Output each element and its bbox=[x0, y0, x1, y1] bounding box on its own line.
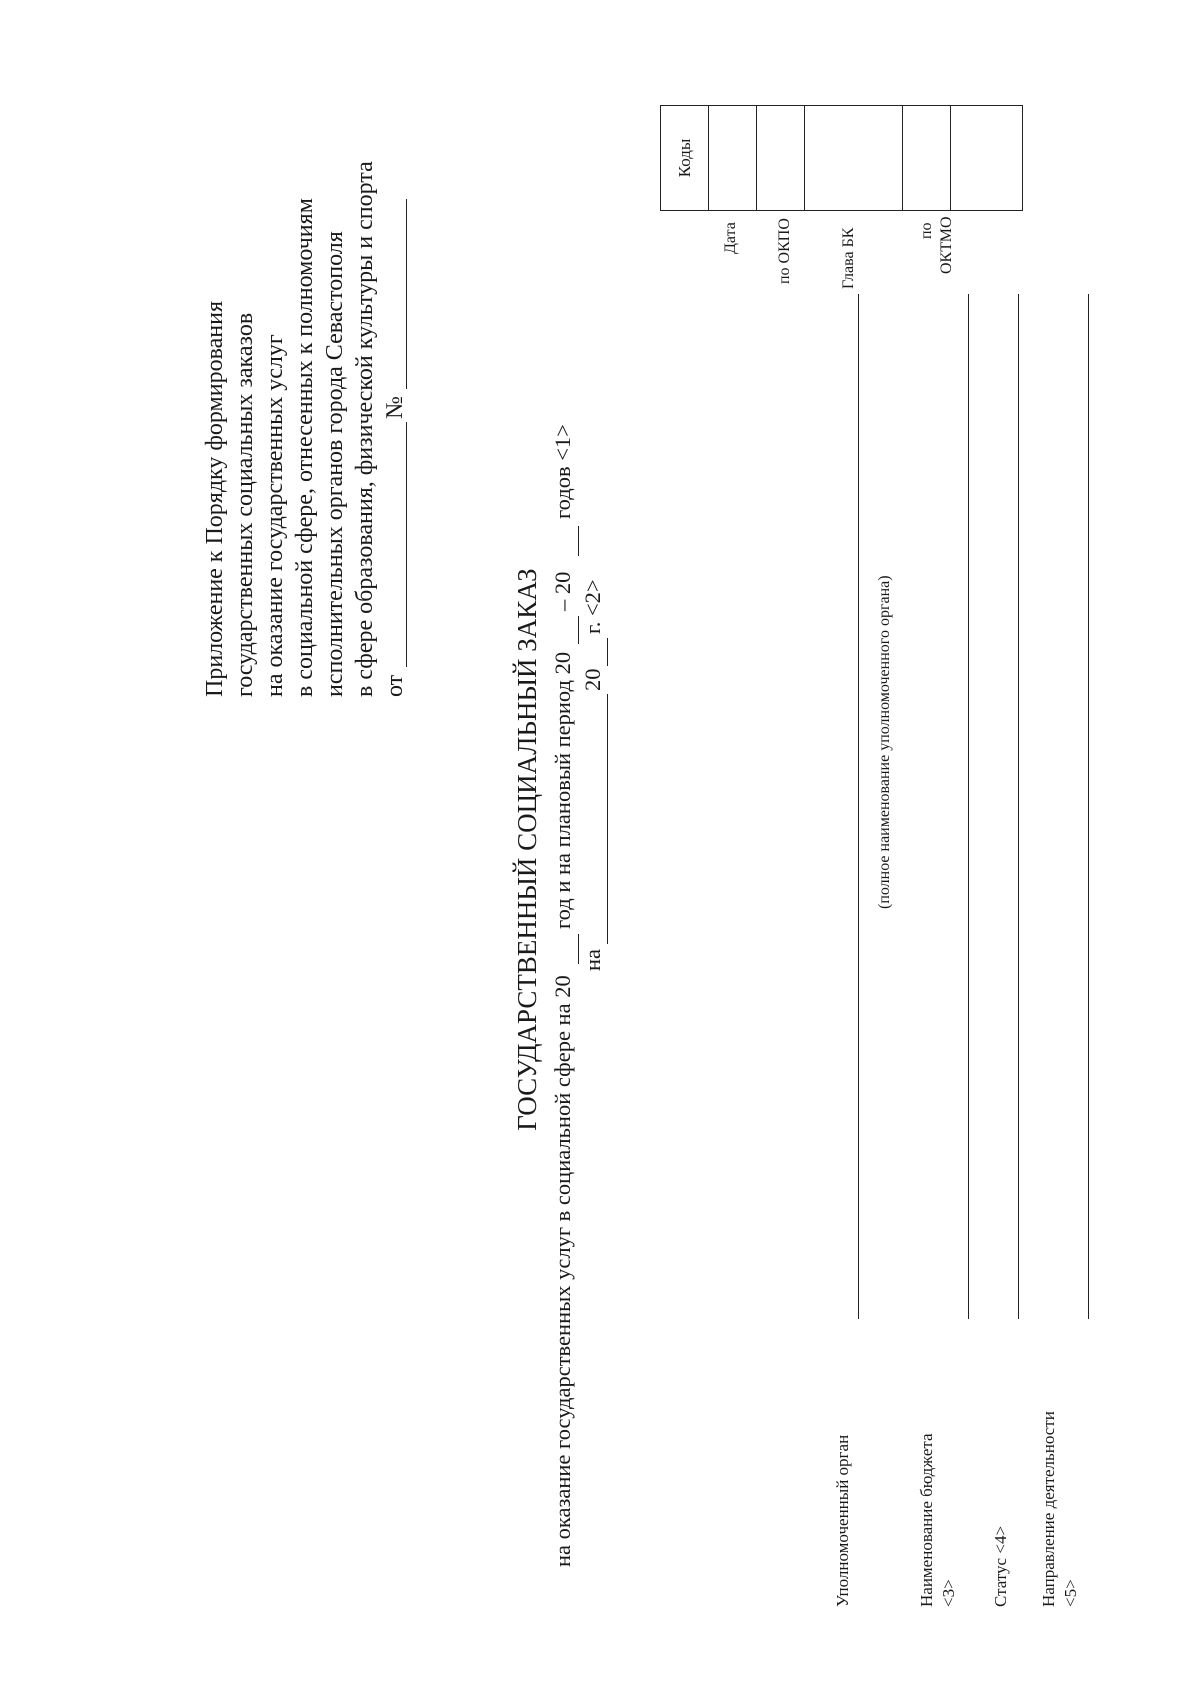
date-suffix: г. <2> bbox=[580, 579, 605, 634]
date-year-blank bbox=[607, 638, 608, 666]
code-label-budget-chapter: Глава БК bbox=[840, 227, 857, 289]
appendix-line-2: государственных социальных заказов bbox=[232, 312, 258, 697]
budget-label-1: Наименование бюджета bbox=[917, 1433, 936, 1607]
appendix-line-3: на оказание государственных услуг bbox=[262, 334, 288, 697]
status-label: Статус <4> bbox=[991, 1525, 1010, 1607]
date-blank bbox=[607, 694, 608, 944]
authority-label: Уполномоченный орган bbox=[833, 1434, 852, 1607]
authority-line bbox=[858, 294, 859, 1319]
appendix-from-label: от bbox=[382, 674, 408, 697]
subtitle-part-1: на оказание государственных услуг в социальной сфере на 20 bbox=[550, 975, 575, 1567]
appendix-line-5: исполнительных органов города Севастополя bbox=[322, 231, 348, 697]
code-label-date: Дата bbox=[722, 222, 739, 254]
budget-label-2: <3> bbox=[939, 1579, 958, 1607]
subtitle-blank-1 bbox=[578, 934, 579, 964]
code-cell-okpo[interactable] bbox=[757, 106, 805, 211]
date-year: 20 bbox=[580, 668, 605, 691]
authority-caption: (полное наименование уполномоченного органа) bbox=[876, 575, 893, 909]
appendix-number-line bbox=[406, 199, 407, 389]
status-line bbox=[1018, 294, 1019, 1319]
subtitle-part-2: год и на плановый период 20 bbox=[550, 651, 575, 929]
code-label-okpo: по ОКПО bbox=[776, 218, 793, 284]
subtitle-blank-3 bbox=[578, 526, 579, 556]
appendix-line-6: в сфере образования, физической культуры и спорта bbox=[352, 161, 378, 697]
date-prefix: на bbox=[580, 948, 605, 971]
budget-line bbox=[968, 294, 969, 1319]
codes-table bbox=[660, 105, 1023, 211]
code-label-oktmo-2: ОКТМО bbox=[938, 216, 955, 274]
subtitle-part-3: – 20 bbox=[550, 571, 575, 611]
activity-line bbox=[1088, 294, 1089, 1319]
activity-label-1: Направление деятельности bbox=[1039, 1411, 1058, 1607]
code-cell-budget-chapter[interactable] bbox=[805, 106, 903, 211]
code-cell-date[interactable] bbox=[709, 106, 757, 211]
activity-label-2: <5> bbox=[1061, 1579, 1080, 1607]
appendix-line-1: Приложение к Порядку формирования bbox=[202, 301, 228, 697]
appendix-number-label: № bbox=[382, 396, 408, 419]
codes-header: Коды bbox=[661, 106, 709, 211]
appendix-date-line bbox=[406, 422, 407, 667]
subtitle-part-4: годов <1> bbox=[550, 424, 575, 519]
subtitle-blank-2 bbox=[578, 616, 579, 644]
appendix-line-4: в социальной сфере, отнесенных к полномочиям bbox=[292, 198, 318, 697]
document-title: ГОСУДАРСТВЕННЫЙ СОЦИАЛЬНЫЙ ЗАКАЗ bbox=[512, 568, 542, 1131]
code-cell-extra[interactable] bbox=[951, 106, 1023, 211]
code-label-oktmo-1: по bbox=[918, 222, 935, 239]
code-cell-oktmo[interactable] bbox=[903, 106, 951, 211]
